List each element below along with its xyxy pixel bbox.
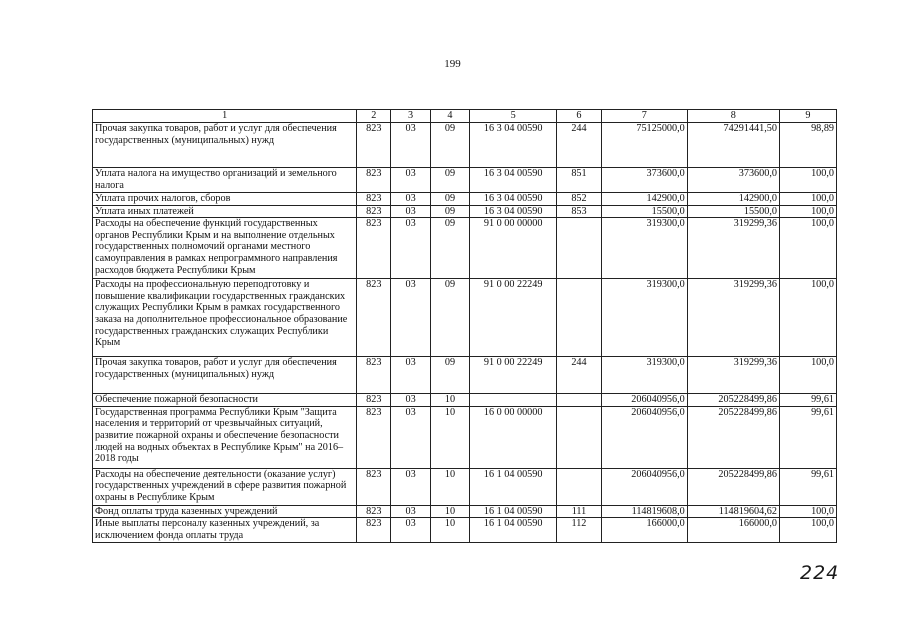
ministry-code-cell: 823 bbox=[357, 505, 391, 518]
table-row bbox=[93, 357, 837, 394]
expense-type-cell: 244 bbox=[557, 357, 602, 394]
execution-percent-cell: 100,0 bbox=[779, 193, 836, 206]
target-article-cell: 16 3 04 00590 bbox=[470, 205, 557, 218]
subsection-code-cell: 09 bbox=[430, 357, 469, 394]
table-row bbox=[93, 279, 837, 357]
row-name-cell: Расходы на обеспечение деятельности (оказание услуг) государственных учреждений в сфере развития пожарной охраны в Республике Крым bbox=[93, 468, 357, 505]
expense-type-cell: 111 bbox=[557, 505, 602, 518]
target-article-cell: 16 3 04 00590 bbox=[470, 193, 557, 206]
table-row bbox=[93, 205, 837, 218]
section-code-cell: 03 bbox=[391, 505, 430, 518]
planned-amount-cell: 206040956,0 bbox=[601, 468, 687, 505]
ministry-code-cell: 823 bbox=[357, 193, 391, 206]
subsection-code-cell: 09 bbox=[430, 279, 469, 357]
row-name-cell: Уплата иных платежей bbox=[93, 205, 357, 218]
subsection-code-cell: 10 bbox=[430, 468, 469, 505]
table-row bbox=[93, 518, 837, 543]
column-header: 7 bbox=[601, 110, 687, 123]
column-header: 5 bbox=[470, 110, 557, 123]
executed-amount-cell: 205228499,86 bbox=[687, 468, 779, 505]
executed-amount-cell: 15500,0 bbox=[687, 205, 779, 218]
planned-amount-cell: 373600,0 bbox=[601, 168, 687, 193]
ministry-code-cell: 823 bbox=[357, 168, 391, 193]
subsection-code-cell: 09 bbox=[430, 168, 469, 193]
row-name-cell: Государственная программа Республики Крым "Защита населения и территорий от чрезвычайных ситуаций, развитие пожарной охраны и обеспечение безопасности людей на водных объектах в Республике Крым" на 2016–2018 годы bbox=[93, 406, 357, 468]
executed-amount-cell: 319299,36 bbox=[687, 218, 779, 279]
execution-percent-cell: 99,61 bbox=[779, 468, 836, 505]
budget-table bbox=[92, 109, 837, 543]
table-row bbox=[93, 168, 837, 193]
target-article-cell bbox=[470, 394, 557, 407]
table-row bbox=[93, 505, 837, 518]
column-header: 1 bbox=[93, 110, 357, 123]
planned-amount-cell: 15500,0 bbox=[601, 205, 687, 218]
execution-percent-cell: 99,61 bbox=[779, 406, 836, 468]
table-row bbox=[93, 394, 837, 407]
planned-amount-cell: 166000,0 bbox=[601, 518, 687, 543]
execution-percent-cell: 100,0 bbox=[779, 505, 836, 518]
target-article-cell: 91 0 00 22249 bbox=[470, 357, 557, 394]
execution-percent-cell: 100,0 bbox=[779, 168, 836, 193]
expense-type-cell: 852 bbox=[557, 193, 602, 206]
table-row bbox=[93, 218, 837, 279]
subsection-code-cell: 10 bbox=[430, 394, 469, 407]
ministry-code-cell: 823 bbox=[357, 218, 391, 279]
column-header: 6 bbox=[557, 110, 602, 123]
target-article-cell: 16 3 04 00590 bbox=[470, 168, 557, 193]
row-name-cell: Иные выплаты персоналу казенных учреждений, за исключением фонда оплаты труда bbox=[93, 518, 357, 543]
ministry-code-cell: 823 bbox=[357, 205, 391, 218]
executed-amount-cell: 114819604,62 bbox=[687, 505, 779, 518]
handwritten-page-mark: 224 bbox=[800, 562, 840, 584]
table-row bbox=[93, 468, 837, 505]
execution-percent-cell: 99,61 bbox=[779, 394, 836, 407]
expense-type-cell: 851 bbox=[557, 168, 602, 193]
column-header: 8 bbox=[687, 110, 779, 123]
expense-type-cell bbox=[557, 279, 602, 357]
ministry-code-cell: 823 bbox=[357, 468, 391, 505]
target-article-cell: 16 1 04 00590 bbox=[470, 518, 557, 543]
subsection-code-cell: 09 bbox=[430, 123, 469, 168]
target-article-cell: 16 1 04 00590 bbox=[470, 468, 557, 505]
planned-amount-cell: 206040956,0 bbox=[601, 406, 687, 468]
row-name-cell: Фонд оплаты труда казенных учреждений bbox=[93, 505, 357, 518]
subsection-code-cell: 10 bbox=[430, 518, 469, 543]
subsection-code-cell: 10 bbox=[430, 406, 469, 468]
section-code-cell: 03 bbox=[391, 468, 430, 505]
row-name-cell: Расходы на профессиональную переподготовку и повышение квалификации государственных гражданских служащих Республики Крым в рамках государственного заказа на дополнительное профессиональное образование государственных гражданских служащих Республики Крым bbox=[93, 279, 357, 357]
execution-percent-cell: 100,0 bbox=[779, 279, 836, 357]
expense-type-cell: 112 bbox=[557, 518, 602, 543]
row-name-cell: Обеспечение пожарной безопасности bbox=[93, 394, 357, 407]
execution-percent-cell: 100,0 bbox=[779, 357, 836, 394]
target-article-cell: 91 0 00 22249 bbox=[470, 279, 557, 357]
execution-percent-cell: 100,0 bbox=[779, 205, 836, 218]
executed-amount-cell: 373600,0 bbox=[687, 168, 779, 193]
expense-type-cell: 853 bbox=[557, 205, 602, 218]
target-article-cell: 16 0 00 00000 bbox=[470, 406, 557, 468]
executed-amount-cell: 166000,0 bbox=[687, 518, 779, 543]
table-row bbox=[93, 406, 837, 468]
column-header: 3 bbox=[391, 110, 430, 123]
ministry-code-cell: 823 bbox=[357, 394, 391, 407]
subsection-code-cell: 09 bbox=[430, 218, 469, 279]
section-code-cell: 03 bbox=[391, 518, 430, 543]
page-number: 199 bbox=[444, 58, 461, 70]
table-row bbox=[93, 123, 837, 168]
ministry-code-cell: 823 bbox=[357, 406, 391, 468]
ministry-code-cell: 823 bbox=[357, 279, 391, 357]
section-code-cell: 03 bbox=[391, 168, 430, 193]
row-name-cell: Прочая закупка товаров, работ и услуг для обеспечения государственных (муниципальных) нужд bbox=[93, 123, 357, 168]
subsection-code-cell: 09 bbox=[430, 205, 469, 218]
executed-amount-cell: 319299,36 bbox=[687, 279, 779, 357]
target-article-cell: 16 3 04 00590 bbox=[470, 123, 557, 168]
expense-type-cell bbox=[557, 406, 602, 468]
column-header: 9 bbox=[779, 110, 836, 123]
execution-percent-cell: 100,0 bbox=[779, 218, 836, 279]
executed-amount-cell: 74291441,50 bbox=[687, 123, 779, 168]
section-code-cell: 03 bbox=[391, 193, 430, 206]
planned-amount-cell: 206040956,0 bbox=[601, 394, 687, 407]
section-code-cell: 03 bbox=[391, 357, 430, 394]
expense-type-cell bbox=[557, 394, 602, 407]
expense-type-cell bbox=[557, 218, 602, 279]
column-header: 2 bbox=[357, 110, 391, 123]
ministry-code-cell: 823 bbox=[357, 357, 391, 394]
planned-amount-cell: 142900,0 bbox=[601, 193, 687, 206]
row-name-cell: Уплата налога на имущество организаций и земельного налога bbox=[93, 168, 357, 193]
ministry-code-cell: 823 bbox=[357, 518, 391, 543]
expense-type-cell bbox=[557, 468, 602, 505]
row-name-cell: Прочая закупка товаров, работ и услуг для обеспечения государственных (муниципальных) нужд bbox=[93, 357, 357, 394]
section-code-cell: 03 bbox=[391, 205, 430, 218]
section-code-cell: 03 bbox=[391, 279, 430, 357]
target-article-cell: 16 1 04 00590 bbox=[470, 505, 557, 518]
planned-amount-cell: 75125000,0 bbox=[601, 123, 687, 168]
executed-amount-cell: 319299,36 bbox=[687, 357, 779, 394]
executed-amount-cell: 205228499,86 bbox=[687, 394, 779, 407]
planned-amount-cell: 319300,0 bbox=[601, 357, 687, 394]
expense-type-cell: 244 bbox=[557, 123, 602, 168]
section-code-cell: 03 bbox=[391, 406, 430, 468]
subsection-code-cell: 09 bbox=[430, 193, 469, 206]
table-row bbox=[93, 193, 837, 206]
section-code-cell: 03 bbox=[391, 123, 430, 168]
execution-percent-cell: 100,0 bbox=[779, 518, 836, 543]
section-code-cell: 03 bbox=[391, 394, 430, 407]
executed-amount-cell: 142900,0 bbox=[687, 193, 779, 206]
planned-amount-cell: 114819608,0 bbox=[601, 505, 687, 518]
column-header: 4 bbox=[430, 110, 469, 123]
section-code-cell: 03 bbox=[391, 218, 430, 279]
header-row bbox=[93, 110, 837, 123]
execution-percent-cell: 98,89 bbox=[779, 123, 836, 168]
row-name-cell: Расходы на обеспечение функций государственных органов Республики Крым и на выполнение отдельных государственных полномочий органами местного самоуправления в рамках непрограммного направления расходов бюджета Республики Крым bbox=[93, 218, 357, 279]
executed-amount-cell: 205228499,86 bbox=[687, 406, 779, 468]
row-name-cell: Уплата прочих налогов, сборов bbox=[93, 193, 357, 206]
target-article-cell: 91 0 00 00000 bbox=[470, 218, 557, 279]
ministry-code-cell: 823 bbox=[357, 123, 391, 168]
subsection-code-cell: 10 bbox=[430, 505, 469, 518]
planned-amount-cell: 319300,0 bbox=[601, 218, 687, 279]
planned-amount-cell: 319300,0 bbox=[601, 279, 687, 357]
